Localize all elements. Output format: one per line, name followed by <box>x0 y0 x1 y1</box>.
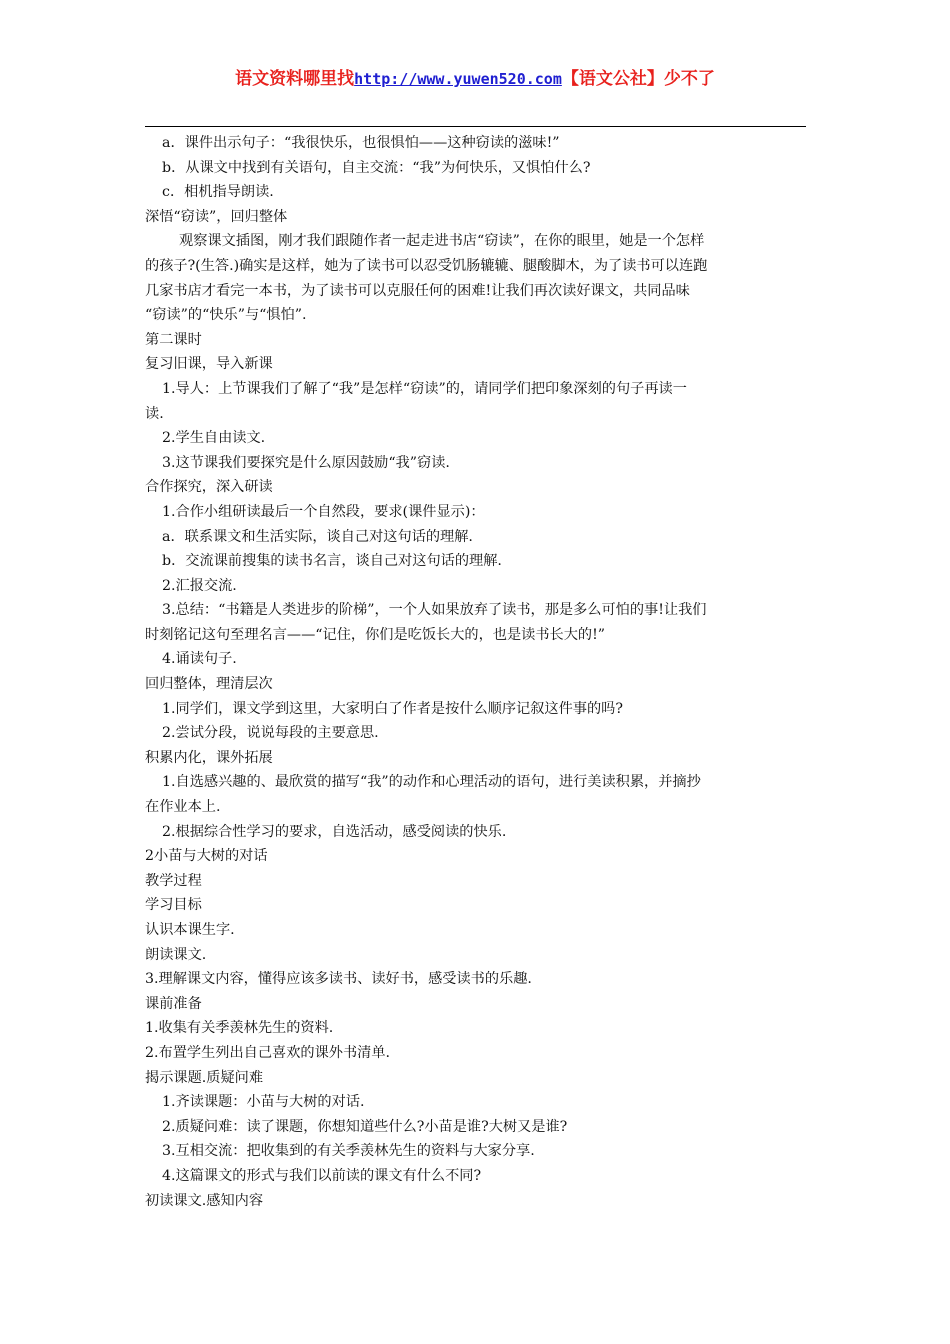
text-line: a．课件出示句子：“我很快乐，也很惧怕——这种窃读的滋味!” <box>162 135 560 151</box>
text-line: 2小苗与大树的对话 <box>145 848 268 865</box>
text-line: 积累内化，课外拓展 <box>145 749 273 766</box>
text-line: 2.质疑问难：读了课题，你想知道些什么?小苗是谁?大树又是谁? <box>162 1118 568 1135</box>
text-line: 3.这节课我们要探究是什么原因鼓励“我”窃读. <box>162 454 450 471</box>
header-suffix: 【语文公社】少不了 <box>561 69 715 89</box>
text-line: b．交流课前搜集的读书名言，谈自己对这句话的理解. <box>162 553 502 570</box>
text-line: 第二课时 <box>145 331 202 348</box>
text-line: 初读课文.感知内容 <box>145 1192 264 1209</box>
text-line: b．从课文中找到有关语句，自主交流：“我”为何快乐，又惧怕什么? <box>162 159 591 176</box>
text-line: 1.齐读课题：小苗与大树的对话. <box>162 1094 365 1111</box>
text-line: 的孩子?(生答.)确实是这样，她为了读书可以忍受饥肠辘辘、腿酸脚木，为了读书可以连跑 <box>145 257 708 274</box>
text-line: “窃读”的“快乐”与“惧怕”. <box>145 307 307 324</box>
text-line: 1.合作小组研读最后一个自然段，要求(课件显示)： <box>162 503 485 520</box>
text-line: 在作业本上. <box>145 799 221 816</box>
text-line: 3.理解课文内容，懂得应该多读书、读好书，感受读书的乐趣. <box>145 971 532 988</box>
document-body <box>145 131 806 1213</box>
text-line: 课前准备 <box>145 995 202 1012</box>
text-line: 1.收集有关季羡林先生的资料. <box>145 1020 334 1037</box>
text-line: 朗读课文. <box>145 946 207 963</box>
text-line: 4.诵读句子. <box>162 651 237 668</box>
text-line: 学习目标 <box>145 897 202 914</box>
text-line: 深悟“窃读”，回归整体 <box>145 208 288 225</box>
text-line: 教学过程 <box>145 872 202 889</box>
text-line: 几家书店才看完一本书，为了读书可以克服任何的困难!让我们再次读好课文，共同品味 <box>145 282 690 299</box>
page-header <box>0 64 950 89</box>
text-line: 1.同学们，课文学到这里，大家明白了作者是按什么顺序记叙这件事的吗? <box>162 700 623 717</box>
header-link[interactable]: http://www.yuwen520.com <box>354 70 562 88</box>
text-line: 读. <box>145 405 164 422</box>
text-line: 复习旧课，导入新课 <box>145 356 273 373</box>
text-line: 揭示课题.质疑问难 <box>145 1069 264 1086</box>
text-line: 1.自选感兴趣的、最欣赏的描写“我”的动作和心理活动的语句，进行美读积累，并摘抄 <box>162 774 701 791</box>
text-line: 3.总结：“书籍是人类进步的阶梯”，一个人如果放弃了读书，那是多么可怕的事!让我们 <box>162 602 707 619</box>
text-line: c．相机指导朗读. <box>162 184 274 201</box>
text-line: 2.汇报交流. <box>162 577 237 594</box>
text-line: 4.这篇课文的形式与我们以前读的课文有什么不同? <box>162 1167 482 1184</box>
text-line: 2.尝试分段，说说每段的主要意思. <box>162 725 379 742</box>
text-line: 2.学生自由读文. <box>162 430 266 447</box>
text-line: 3.互相交流：把收集到的有关季羡林先生的资料与大家分享. <box>162 1143 535 1160</box>
text-line: 2.布置学生列出自己喜欢的课外书清单. <box>145 1044 391 1061</box>
text-line: 1.导人：上节课我们了解了“我”是怎样“窃读”的，请同学们把印象深刻的句子再读一 <box>162 380 687 397</box>
text-line: 认识本课生字. <box>145 922 235 938</box>
text-line: a．联系课文和生活实际，谈自己对这句话的理解. <box>162 528 473 545</box>
text-line: 时刻铭记这句至理名言——“记住，你们是吃饭长大的，也是读书长大的!” <box>145 626 606 643</box>
text-line: 合作探究，深入研读 <box>145 479 273 496</box>
text-line: 回归整体，理清层次 <box>145 676 273 693</box>
header-text: 语文资料哪里找 <box>235 69 355 89</box>
text-line: 观察课文插图，刚才我们跟随作者一起走进书店“窃读”，在你的眼里，她是一个怎样 <box>179 233 705 250</box>
header-divider <box>145 126 806 127</box>
text-line: 2.根据综合性学习的要求，自选活动，感受阅读的快乐. <box>162 823 507 840</box>
